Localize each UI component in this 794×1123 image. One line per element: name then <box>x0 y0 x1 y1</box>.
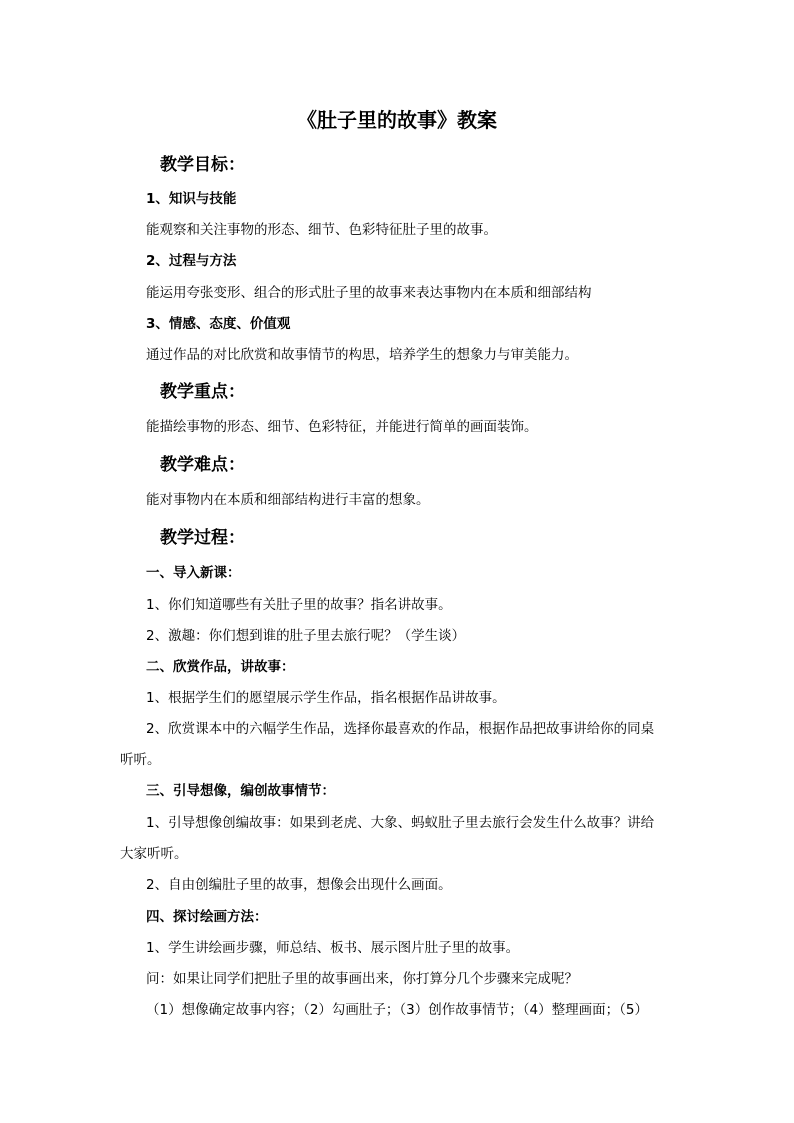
subheading-knowledge-skills: 1、知识与技能 <box>146 191 237 207</box>
list-item: 问：如果让同学们把肚子里的故事画出来，你打算分几个步骤来完成呢？ <box>146 971 578 987</box>
paragraph: 能运用夸张变形、组合的形式肚子里的故事来表达事物内在本质和细部结构 <box>146 285 592 301</box>
heading-difficulties: 教学难点： <box>160 455 245 475</box>
section-imagine-title: 三、引导想像，编创故事情节： <box>146 783 335 799</box>
heading-teaching-objectives: 教学目标： <box>160 155 245 175</box>
paragraph: 能观察和关注事物的形态、细节、色彩特征肚子里的故事。 <box>146 222 497 238</box>
heading-key-points: 教学重点： <box>160 382 245 402</box>
list-item-continuation: 大家听听。 <box>120 846 188 862</box>
document-title: 《肚子里的故事》教案 <box>297 108 497 132</box>
list-item: 2、激趣：你们想到谁的肚子里去旅行呢？（学生谈） <box>146 628 466 644</box>
subheading-emotion-values: 3、情感、态度、价值观 <box>146 316 291 332</box>
list-item: 2、欣赏课本中的六幅学生作品，选择你最喜欢的作品，根据作品把故事讲给你的同桌 <box>146 721 655 737</box>
list-item: （1）想像确定故事内容；（2）勾画肚子；（3）创作故事情节；（4）整理画面；（5） <box>146 1002 648 1018</box>
section-intro-title: 一、导入新课： <box>146 565 241 581</box>
paragraph: 通过作品的对比欣赏和故事情节的构思，培养学生的想象力与审美能力。 <box>146 347 578 363</box>
section-drawing-title: 四、探讨绘画方法： <box>146 909 268 925</box>
subheading-process-methods: 2、过程与方法 <box>146 253 237 269</box>
heading-teaching-process: 教学过程： <box>160 528 245 548</box>
list-item: 1、你们知道哪些有关肚子里的故事？指名讲故事。 <box>146 597 452 613</box>
list-item-continuation: 听听。 <box>120 752 161 768</box>
list-item: 1、根据学生们的愿望展示学生作品，指名根据作品讲故事。 <box>146 690 506 706</box>
paragraph: 能对事物内在本质和细部结构进行丰富的想象。 <box>146 492 430 508</box>
list-item: 1、学生讲绘画步骤，师总结、板书、展示图片肚子里的故事。 <box>146 940 520 956</box>
paragraph: 能描绘事物的形态、细节、色彩特征，并能进行简单的画面装饰。 <box>146 419 538 435</box>
list-item: 1、引导想像创编故事：如果到老虎、大象、蚂蚁肚子里去旅行会发生什么故事？讲给 <box>146 815 655 831</box>
list-item: 2、自由创编肚子里的故事，想像会出现什么画面。 <box>146 877 452 893</box>
section-appreciate-title: 二、欣赏作品，讲故事： <box>146 659 295 675</box>
